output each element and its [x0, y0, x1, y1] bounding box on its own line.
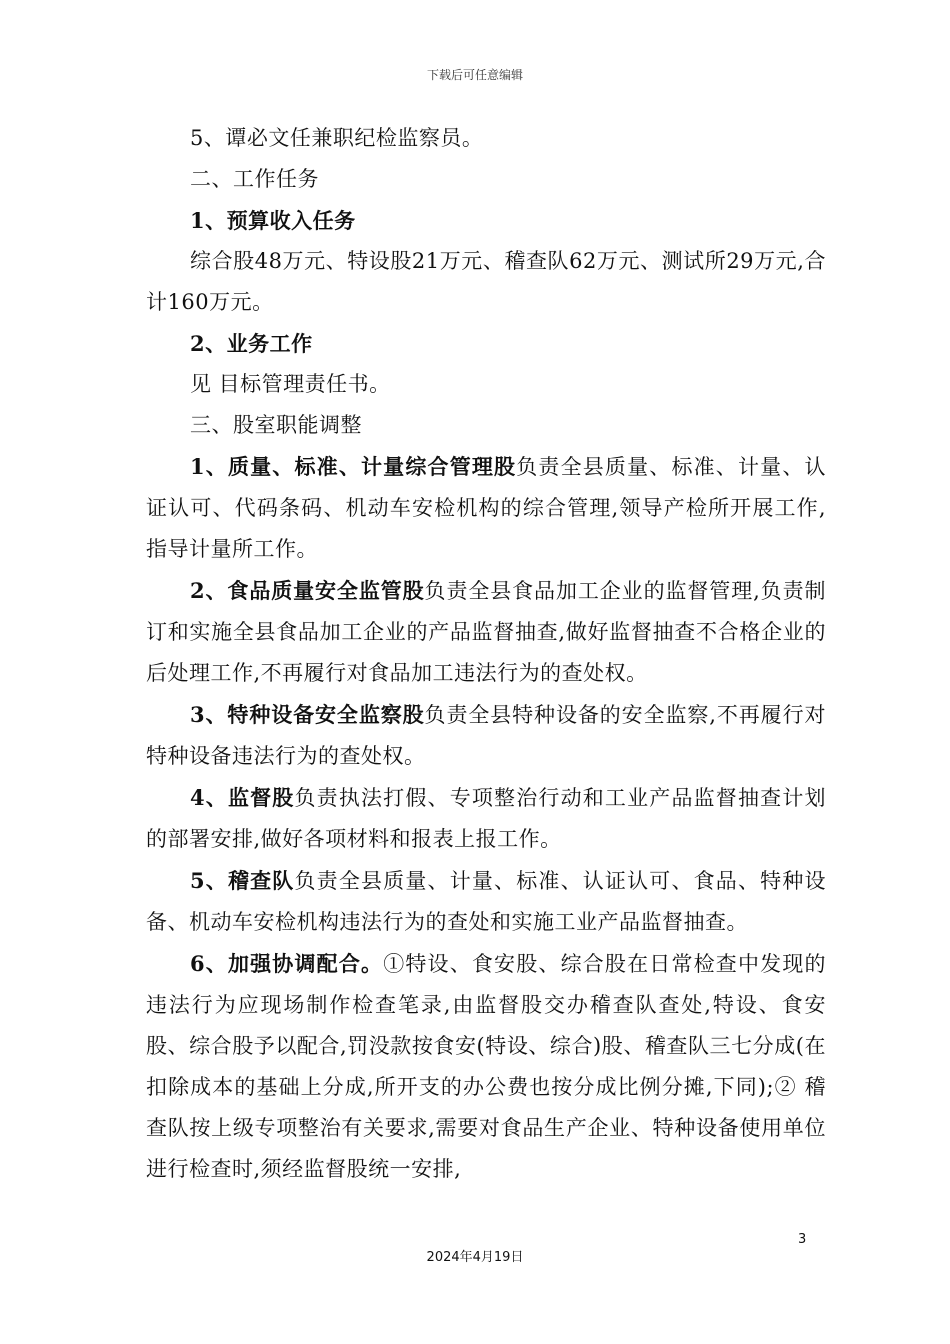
- item-text: 负责全县质量、标准、计量、认证认可、代码条码、机动车安检机构的综合管理,领导产检所开展工作,指导计量所工作。: [146, 455, 826, 561]
- item-title: 5、稽查队: [190, 868, 295, 893]
- paragraph: [146, 860, 826, 943]
- item-title: 4、监督股: [190, 785, 295, 810]
- item-title: 6、加强协调配合。: [190, 951, 384, 976]
- paragraph: 见 目标管理责任书。: [190, 372, 391, 396]
- section-heading: 二、工作任务: [190, 167, 319, 191]
- page-number: 3: [798, 1232, 807, 1247]
- paragraph: [146, 446, 826, 570]
- item-text: 负责全县特种设备的安全监察,不再履行对特种设备违法行为的查处权。: [146, 703, 826, 768]
- item-text: 负责全县食品加工企业的监督管理,负责制订和实施全县食品加工企业的产品监督抽查,做好监督抽查不合格企业的后处理工作,不再履行对食品加工违法行为的查处权。: [146, 579, 826, 685]
- document-body: [146, 118, 826, 1190]
- section-heading: 三、股室职能调整: [190, 413, 362, 437]
- page-header: 下载后可任意编辑: [426, 68, 523, 82]
- paragraph: 综合股48万元、特设股21万元、稽查队62万元、测试所29万元,合计160万元。: [146, 249, 826, 314]
- subsection-heading: 1、预算收入任务: [190, 208, 356, 233]
- item-title: 1、质量、标准、计量综合管理股: [190, 454, 517, 479]
- paragraph: [146, 570, 826, 694]
- item-text: 负责全县质量、计量、标准、认证认可、食品、特种设备、机动车安检机构违法行为的查处和实施工业产品监督抽查。: [146, 869, 826, 934]
- footer-date: 2024年4月19日: [426, 1250, 524, 1265]
- paragraph: [146, 777, 826, 860]
- item-title: 2、食品质量安全监管股: [190, 578, 425, 603]
- item-title: 3、特种设备安全监察股: [190, 702, 425, 727]
- item-text: 负责执法打假、专项整治行动和工业产品监督抽查计划的部署安排,做好各项材料和报表上报工作。: [146, 786, 826, 851]
- item-text: ①特设、食安股、综合股在日常检查中发现的违法行为应现场制作检查笔录,由监督股交办稽查队查处,特设、食安股、综合股予以配合,罚没款按食安(特设、综合)股、稽查队三七分成(在扣除成本的基础上分成,所开支的办公费也按分成比例分摊,下同);② 稽查队按上级专项整治有关要求,需要对食品生产企业、特种设备使用单位进行检查时,须经监督股统一安排,: [146, 952, 826, 1181]
- paragraph: 5、谭必文任兼职纪检监察员。: [190, 126, 484, 150]
- subsection-heading: 2、业务工作: [190, 331, 313, 356]
- paragraph: [146, 694, 826, 777]
- paragraph: [146, 943, 826, 1190]
